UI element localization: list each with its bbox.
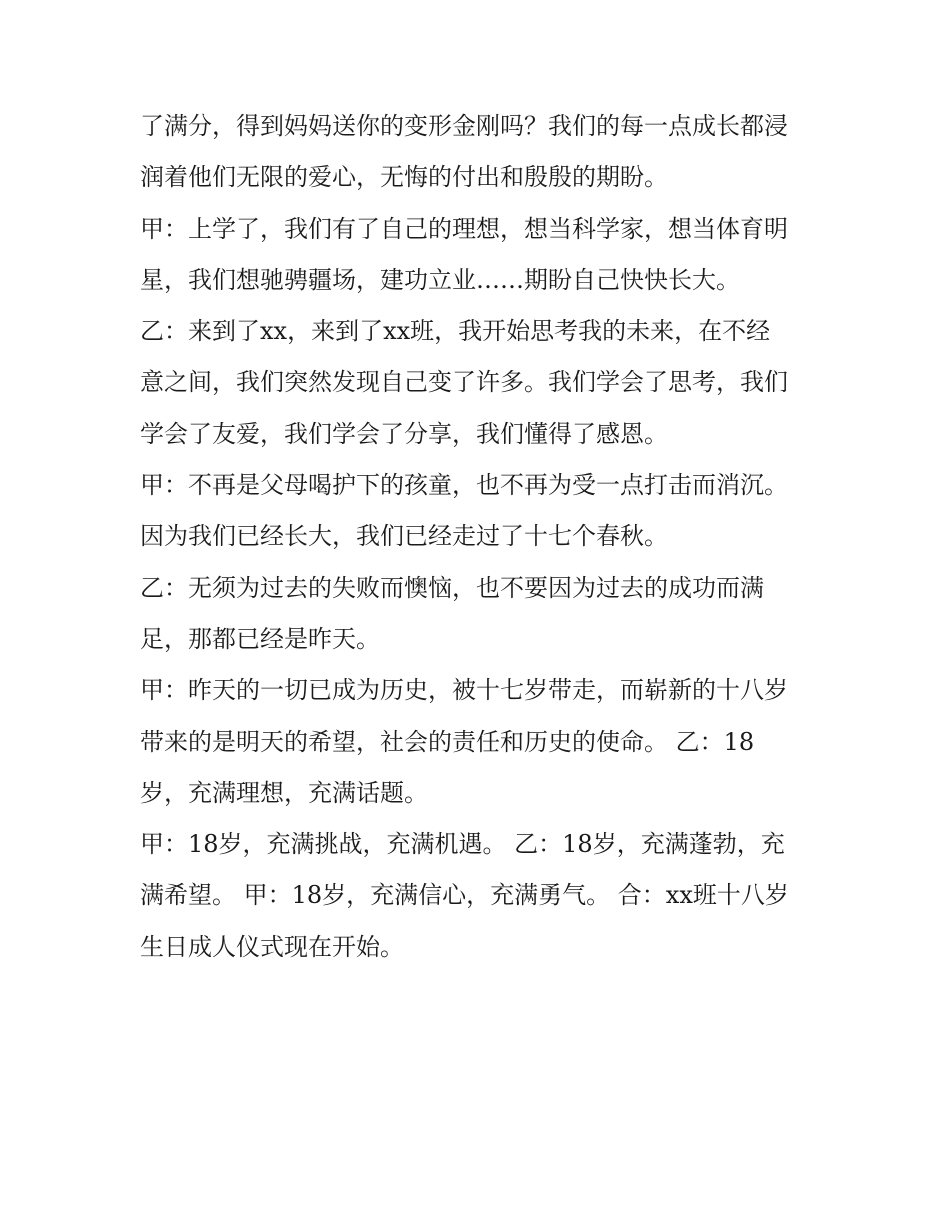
- body-text: [140, 101, 830, 973]
- text-line: 意之间，我们突然发现自己变了许多。我们学会了思考，我们: [140, 368, 788, 397]
- text-line: 足，那都已经是昨天。: [140, 624, 380, 653]
- text-line: 甲：上学了，我们有了自己的理想，想当科学家，想当体育明: [140, 214, 788, 243]
- text-line: 岁，充满理想，充满话题。: [140, 778, 428, 807]
- text-line: 乙：来到了xx，来到了xx班，我开始思考我的未来，在不经: [140, 317, 771, 346]
- text-line: 满希望。 甲：18岁，充满信心，充满勇气。 合：xx班十八岁: [140, 881, 789, 910]
- text-line: 学会了友爱，我们学会了分享，我们懂得了感恩。: [140, 419, 668, 448]
- text-line: 生日成人仪式现在开始。: [140, 932, 404, 961]
- text-line: 乙：无须为过去的失败而懊恼，也不要因为过去的成功而满: [140, 573, 764, 602]
- text-line: 带来的是明天的希望，社会的责任和历史的使命。 乙：18: [140, 727, 755, 756]
- text-line: 了满分，得到妈妈送你的变形金刚吗？我们的每一点成长都浸: [140, 112, 788, 140]
- text-line: 甲：昨天的一切已成为历史，被十七岁带走，而崭新的十八岁: [140, 676, 788, 705]
- text-line: 甲：不再是父母喝护下的孩童，也不再为受一点打击而消沉。: [140, 471, 788, 500]
- text-line: 因为我们已经长大，我们已经走过了十七个春秋。: [140, 522, 668, 551]
- text-line: 甲：18岁，充满挑战，充满机遇。 乙：18岁，充满蓬勃，充: [140, 830, 785, 859]
- text-line: 润着他们无限的爱心，无悔的付出和殷殷的期盼。: [140, 163, 668, 192]
- text-line: 星，我们想驰骋疆场，建功立业……期盼自己快快长大。: [140, 265, 740, 294]
